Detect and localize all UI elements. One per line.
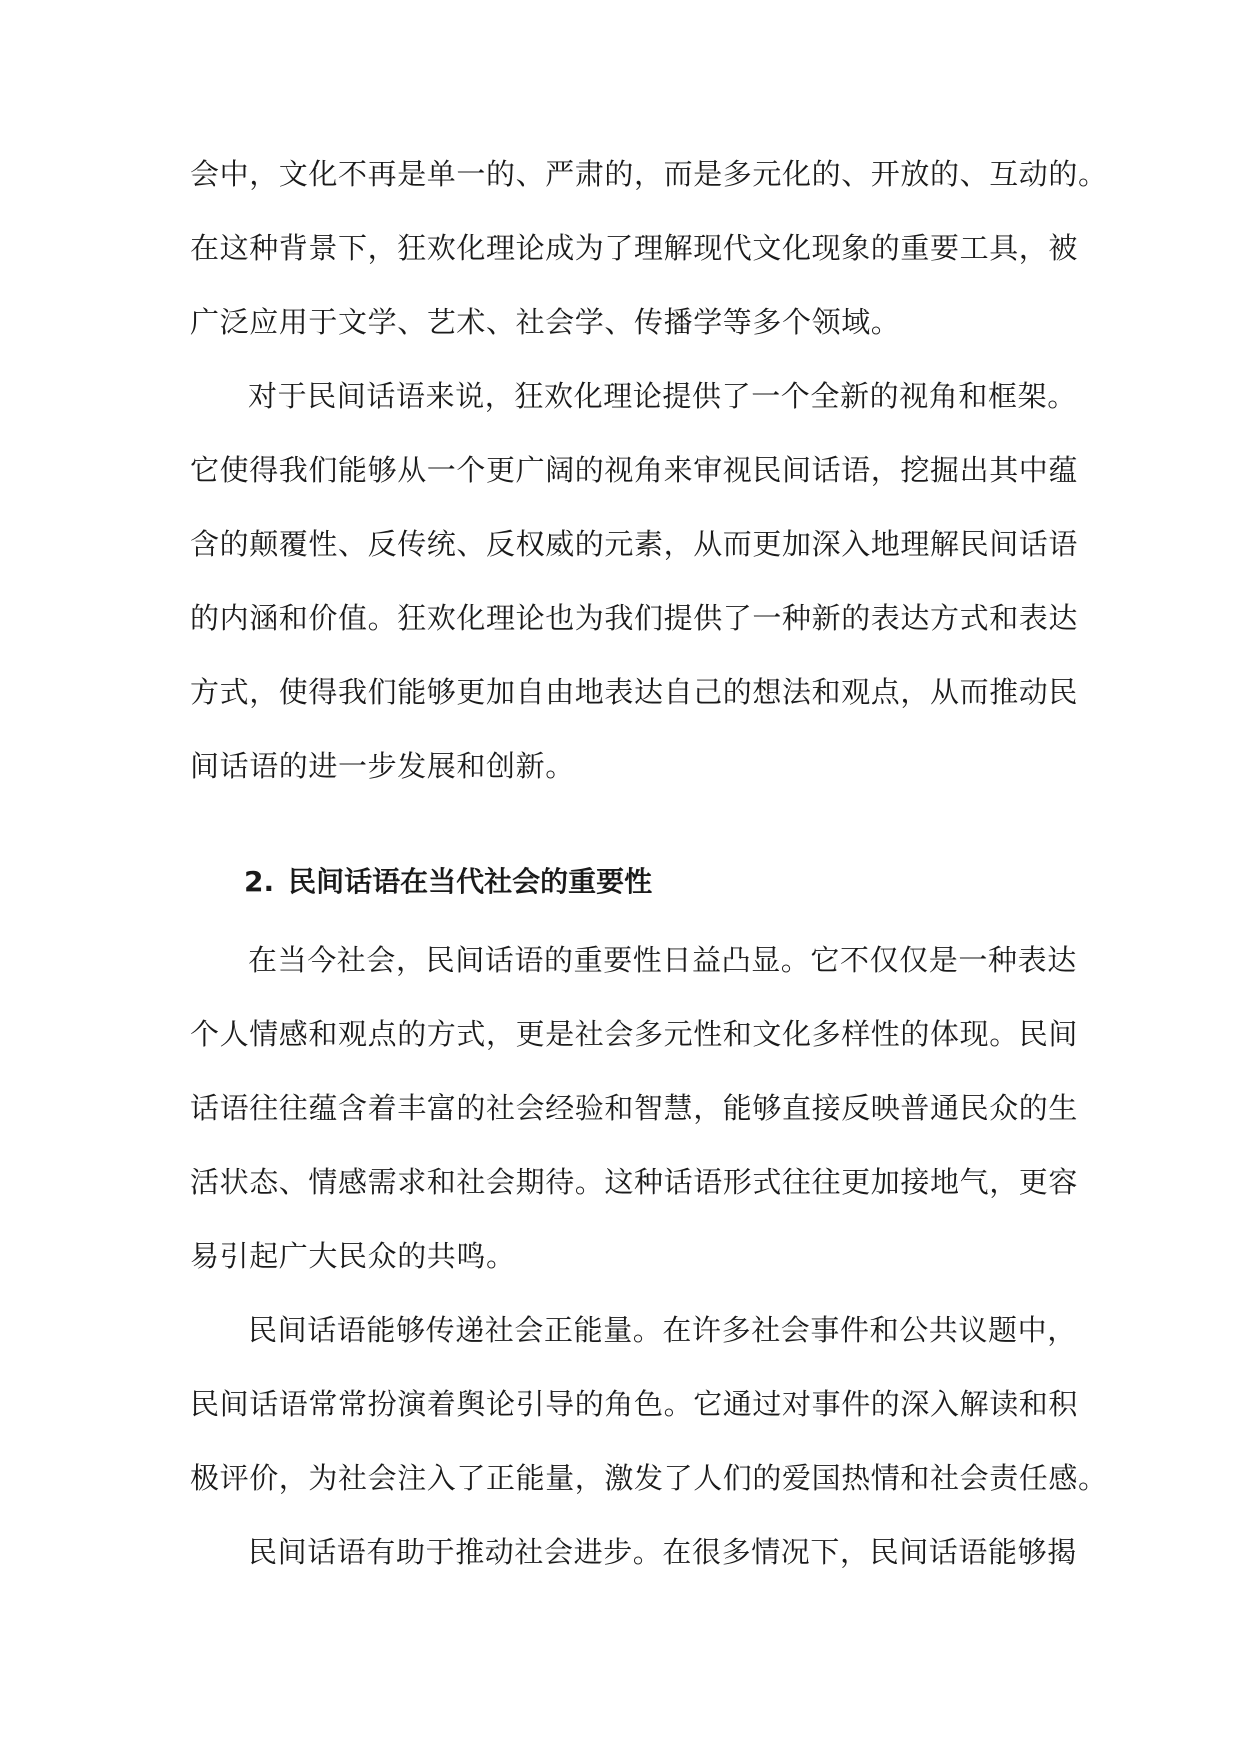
paragraph-2-line-6: 间话语的进一步发展和创新。 xyxy=(190,749,575,783)
section-heading xyxy=(244,862,652,902)
paragraph-4-line-2: 民间话语常常扮演着舆论引导的角色。它通过对事件的深入解读和积 xyxy=(190,1387,1079,1421)
section-number: 2. xyxy=(244,865,275,898)
paragraph-2-line-2: 它使得我们能够从一个更广阔的视角来审视民间话语，挖掘出其中蕴 xyxy=(190,453,1079,487)
paragraph-3-line-2: 个人情感和观点的方式，更是社会多元性和文化多样性的体现。民间 xyxy=(190,1017,1079,1051)
paragraph-3-line-5: 易引起广大民众的共鸣。 xyxy=(190,1239,516,1273)
paragraph-3-line-3: 话语往往蕴含着丰富的社会经验和智慧，能够直接反映普通民众的生 xyxy=(190,1091,1079,1125)
paragraph-2-line-1: 对于民间话语来说，狂欢化理论提供了一个全新的视角和框架。 xyxy=(248,379,1077,413)
paragraph-2-line-5: 方式，使得我们能够更加自由地表达自己的想法和观点，从而推动民 xyxy=(190,675,1079,709)
paragraph-1-line-3: 广泛应用于文学、艺术、社会学、传播学等多个领域。 xyxy=(190,305,901,339)
paragraph-1-line-2: 在这种背景下，狂欢化理论成为了理解现代文化现象的重要工具，被 xyxy=(190,231,1079,265)
paragraph-4-line-1: 民间话语能够传递社会正能量。在许多社会事件和公共议题中， xyxy=(248,1313,1077,1347)
paragraph-3-line-1: 在当今社会，民间话语的重要性日益凸显。它不仅仅是一种表达 xyxy=(248,943,1077,977)
paragraph-4-line-3: 极评价，为社会注入了正能量，激发了人们的爱国热情和社会责任感。 xyxy=(190,1461,1108,1495)
paragraph-2-line-4: 的内涵和价值。狂欢化理论也为我们提供了一种新的表达方式和表达 xyxy=(190,601,1079,635)
section-title: 民间话语在当代社会的重要性 xyxy=(288,865,653,898)
paragraph-1-line-1: 会中，文化不再是单一的、严肃的，而是多元化的、开放的、互动的。 xyxy=(190,157,1108,191)
paragraph-3-line-4: 活状态、情感需求和社会期待。这种话语形式往往更加接地气，更容 xyxy=(190,1165,1079,1199)
paragraph-5-line-1: 民间话语有助于推动社会进步。在很多情况下，民间话语能够揭 xyxy=(248,1535,1077,1569)
paragraph-2-line-3: 含的颠覆性、反传统、反权威的元素，从而更加深入地理解民间话语 xyxy=(190,527,1079,561)
